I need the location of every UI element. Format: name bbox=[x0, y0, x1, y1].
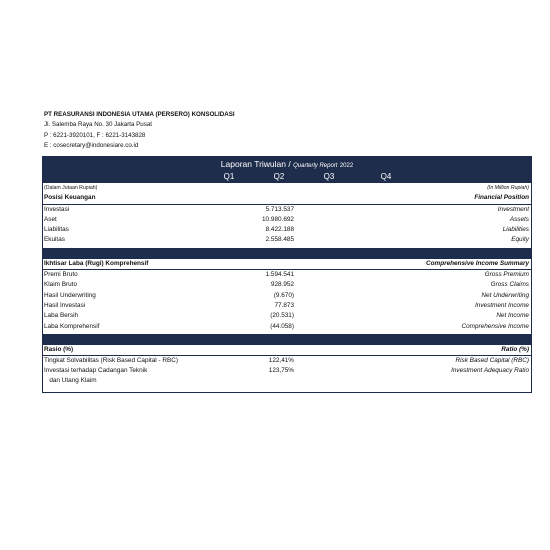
row-value-q1: 8.422.188 bbox=[265, 226, 294, 234]
section-heading: Rasio (%) bbox=[44, 345, 74, 353]
section-separator-band bbox=[43, 248, 531, 259]
quarter-q4: Q4 bbox=[380, 172, 392, 181]
section-heading: Ikhtisar Laba (Rugi) Komprehensif bbox=[44, 259, 149, 267]
row-label-en: Investment Income bbox=[475, 301, 529, 309]
quarter-q2: Q2 bbox=[273, 172, 285, 181]
section-ratio bbox=[43, 345, 531, 355]
section-heading-en: Financial Position bbox=[474, 194, 529, 202]
row-label: Hasil Underwriting bbox=[44, 291, 96, 299]
table-row bbox=[43, 311, 531, 321]
row-value-q1: 2.558.485 bbox=[265, 236, 294, 244]
table-row bbox=[43, 280, 531, 290]
company-phone: P : 6221-3920101, F : 6221-3143828 bbox=[44, 131, 146, 139]
row-label: Liabilitas bbox=[44, 226, 69, 234]
table-row bbox=[43, 356, 531, 366]
table-bottom-padding bbox=[43, 386, 531, 392]
table-row bbox=[43, 291, 531, 301]
table-row bbox=[43, 322, 531, 332]
row-value-q1: 5.713.537 bbox=[265, 205, 294, 213]
section-heading-en: Comprehensive Income Summary bbox=[426, 259, 529, 267]
table-row bbox=[43, 235, 531, 245]
row-label-en: Net Income bbox=[496, 312, 529, 320]
row-label-en: Risk Based Capital (RBC) bbox=[455, 357, 529, 365]
row-label-line1: Investasi terhadap Cadangan Teknik bbox=[44, 367, 148, 375]
row-label-en: Net Underwriting bbox=[481, 291, 529, 299]
quarterly-report-table bbox=[42, 156, 532, 393]
row-label: Investasi bbox=[44, 205, 70, 213]
unit-label-id: (Dalam Jutaan Rupiah) bbox=[44, 185, 98, 191]
row-value-q1: 122,41% bbox=[268, 357, 294, 365]
row-value-q1: (20.531) bbox=[270, 312, 294, 320]
row-label-en: Investment bbox=[497, 205, 529, 213]
table-row bbox=[43, 215, 531, 225]
unit-row bbox=[43, 183, 531, 193]
row-label-en: Assets bbox=[509, 215, 529, 223]
table-row bbox=[43, 205, 531, 215]
row-label-en: Equity bbox=[511, 236, 529, 244]
report-title-en: Quarterly Report bbox=[293, 163, 338, 169]
table-row bbox=[43, 270, 531, 280]
row-label: Hasil Investasi bbox=[44, 301, 86, 309]
row-value-q1: (44.058) bbox=[270, 322, 294, 330]
row-label: Laba Bersih bbox=[44, 312, 79, 320]
row-label: Klaim Bruto bbox=[44, 281, 78, 289]
row-label-en: Gross Premium bbox=[484, 271, 529, 279]
row-value-q1: 928.952 bbox=[270, 281, 294, 289]
row-label: Tingkat Solvabilitas (Risk Based Capital - RBC) bbox=[44, 357, 179, 365]
section-heading: Posisi Keuangan bbox=[44, 194, 96, 202]
row-label: Premi Bruto bbox=[44, 271, 78, 279]
quarter-q3: Q3 bbox=[323, 172, 335, 181]
report-title bbox=[43, 159, 531, 169]
section-financial-position bbox=[43, 193, 531, 203]
report-header bbox=[43, 157, 531, 183]
row-label-en: Liabilities bbox=[502, 226, 529, 234]
section-income bbox=[43, 259, 531, 269]
quarter-q1: Q1 bbox=[223, 172, 235, 181]
row-label: Ekuitas bbox=[44, 236, 65, 244]
row-label: Laba Komprehensif bbox=[44, 322, 100, 330]
row-label bbox=[44, 366, 147, 386]
row-value-q1: 10.980.692 bbox=[262, 215, 294, 223]
section-heading-en: Ratio (%) bbox=[501, 345, 529, 353]
row-label-line2: dan Utang Klaim bbox=[49, 377, 97, 385]
company-address: Jl. Salemba Raya No. 30 Jakarta Pusat bbox=[44, 121, 152, 129]
table-row bbox=[43, 301, 531, 311]
row-value-q1: (9.670) bbox=[273, 291, 294, 299]
report-title-id: Laporan Triwulan / bbox=[220, 159, 291, 169]
table-row bbox=[43, 225, 531, 235]
table-row bbox=[43, 366, 531, 386]
unit-label-en: (In Million Rupiah) bbox=[487, 185, 529, 191]
row-label-en: Investment Adequacy Ratio bbox=[451, 367, 529, 375]
row-label-en: Gross Claims bbox=[490, 281, 529, 289]
row-value-q1: 123,75% bbox=[268, 367, 294, 375]
section-separator-band bbox=[43, 334, 531, 345]
company-info bbox=[44, 110, 235, 152]
report-year: 2022 bbox=[339, 163, 354, 169]
company-name: PT REASURANSI INDONESIA UTAMA (PERSERO) KONSOLIDASI bbox=[44, 111, 235, 118]
row-label: Aset bbox=[44, 215, 57, 223]
company-email: E : cosecretary@indonesiare.co.id bbox=[44, 142, 139, 150]
row-value-q1: 1.594.541 bbox=[265, 271, 294, 279]
row-label-en: Comprehensive Income bbox=[461, 322, 529, 330]
row-value-q1: 77.873 bbox=[274, 301, 294, 309]
